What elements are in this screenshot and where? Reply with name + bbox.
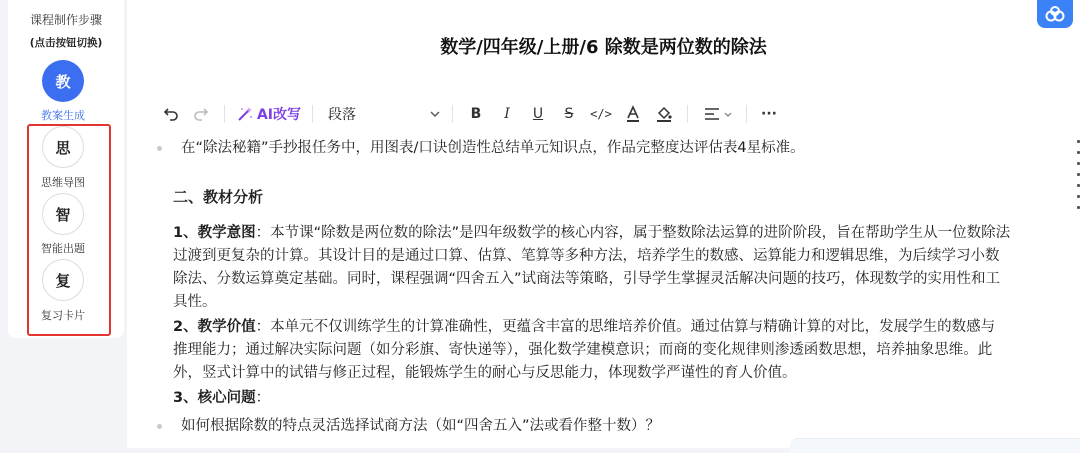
code-button[interactable] [589, 100, 613, 128]
paragraph-line: 过渡到更复杂的计算。其设计目的是通过口算、估算、笔算等多种方法，培养学生的数感、运算能力和逻辑思维，为后续学习小数 [173, 248, 1000, 264]
toolbar-divider [312, 105, 313, 123]
underline-button[interactable] [527, 100, 549, 128]
align-left-icon [705, 108, 719, 120]
font-color-icon [625, 105, 641, 123]
selection-highlight [27, 124, 111, 336]
paragraph-line: 具性。 [173, 294, 217, 310]
paragraph-line: 除法、分数运算奠定基础。同时，课程强调“四舍五入”试商法等策略，引导学生掌握灵活解决问题的技巧，体现数学的实用性和工 [173, 271, 1001, 287]
strikethrough-button[interactable] [558, 100, 580, 128]
more-icon: ··· [761, 106, 777, 122]
toolbar-divider [224, 105, 225, 123]
paragraph-label: 2、教学价值 [173, 319, 256, 335]
step-mind-map-label: 思维导图 [41, 176, 85, 189]
bullet-text: 如何根据除数的特点灵活选择试商方法（如“四舍五入”法或看作整十数）？ [181, 418, 661, 434]
paragraph-label: 3、核心问题 [173, 390, 256, 406]
underline-icon: U [532, 106, 544, 122]
toolbar-divider [452, 105, 453, 123]
more-options-button[interactable] [758, 100, 780, 128]
step-mind-map-icon[interactable]: 思 [42, 126, 84, 168]
page-title: 数学/四年级/上册/6 除数是两位数的除法 [440, 37, 767, 58]
paragraph-line: 外，竖式计算中的试错与修正过程，能锻炼学生的耐心与反思能力，体现数学严谨性的育人价值。 [173, 365, 797, 381]
magic-wand-icon [237, 106, 253, 122]
align-select[interactable] [700, 100, 736, 128]
step-smart-quiz-label: 智能出题 [41, 242, 85, 255]
bullet-dot [157, 146, 162, 151]
steps-subtitle: (点击按钮切换) [29, 37, 103, 49]
cloud-icon [1044, 6, 1066, 22]
toolbar-divider [687, 105, 688, 123]
bold-button[interactable] [465, 100, 487, 128]
redo-icon [193, 106, 209, 122]
paragraph-text: ：本节课“除数是两位数的除法”是四年级数学的核心内容，属于整数除法运算的进阶阶段，旨在帮助学生从一位数除法 [255, 225, 1011, 241]
step-lesson-plan-icon[interactable]: 教 [42, 60, 84, 102]
cloud-assistant-button[interactable] [1037, 0, 1073, 28]
step-lesson-plan-label: 教案生成 [41, 109, 85, 122]
toolbar-divider [746, 105, 747, 123]
chevron-down-icon [724, 112, 732, 117]
paragraph-teaching-value [173, 316, 1078, 385]
paragraph-line [173, 222, 1078, 245]
step-review-cards-label: 复习卡片 [41, 309, 85, 322]
ai-rewrite-label: AI改写 [256, 107, 302, 123]
bottom-panel-edge [790, 438, 1080, 453]
strikethrough-icon: S [564, 106, 574, 122]
bullet-text: 在“除法秘籍”手抄报任务中，用图表/口诀创造性总结单元知识点，作品完整度达评估表4星标准。 [181, 140, 805, 156]
undo-button[interactable] [160, 100, 182, 128]
code-icon: </> [590, 107, 612, 121]
steps-title: 课程制作步骤 [29, 13, 102, 27]
chevron-down-icon [430, 111, 440, 117]
paragraph-style-value: 段落 [328, 107, 356, 123]
paragraph-style-select[interactable] [328, 100, 440, 128]
paint-bucket-icon [655, 105, 673, 123]
ai-rewrite-button[interactable] [236, 100, 302, 128]
font-color-button[interactable] [622, 100, 644, 128]
bullet-dot [157, 424, 162, 429]
bold-icon: B [470, 106, 482, 122]
paragraph-text: ： [255, 390, 271, 406]
highlight-color-button[interactable] [653, 100, 675, 128]
paragraph-line: 推理能力；通过解决实际问题（如分彩旗、寄快递等），强化数学建模意识；而商的变化规律则渗透函数思想，培养抽象思维。此 [173, 342, 993, 358]
paragraph-text: ：本单元不仅训练学生的计算准确性，更蕴含丰富的思维培养价值。通过估算与精确计算的对比，发展学生的数感与 [255, 319, 996, 335]
step-review-cards-icon[interactable]: 复 [42, 259, 84, 301]
undo-icon [163, 106, 179, 122]
paragraph-teaching-intent [173, 222, 1078, 314]
italic-icon: I [504, 106, 510, 122]
redo-button[interactable] [190, 100, 212, 128]
step-smart-quiz-icon[interactable]: 智 [42, 193, 84, 235]
paragraph-line [173, 316, 1078, 339]
paragraph-core-question [173, 387, 1078, 410]
editor-toolbar [160, 100, 790, 128]
italic-button[interactable] [496, 100, 518, 128]
section-heading: 二、教材分析 [173, 188, 264, 206]
paragraph-label: 1、教学意图 [173, 225, 256, 241]
